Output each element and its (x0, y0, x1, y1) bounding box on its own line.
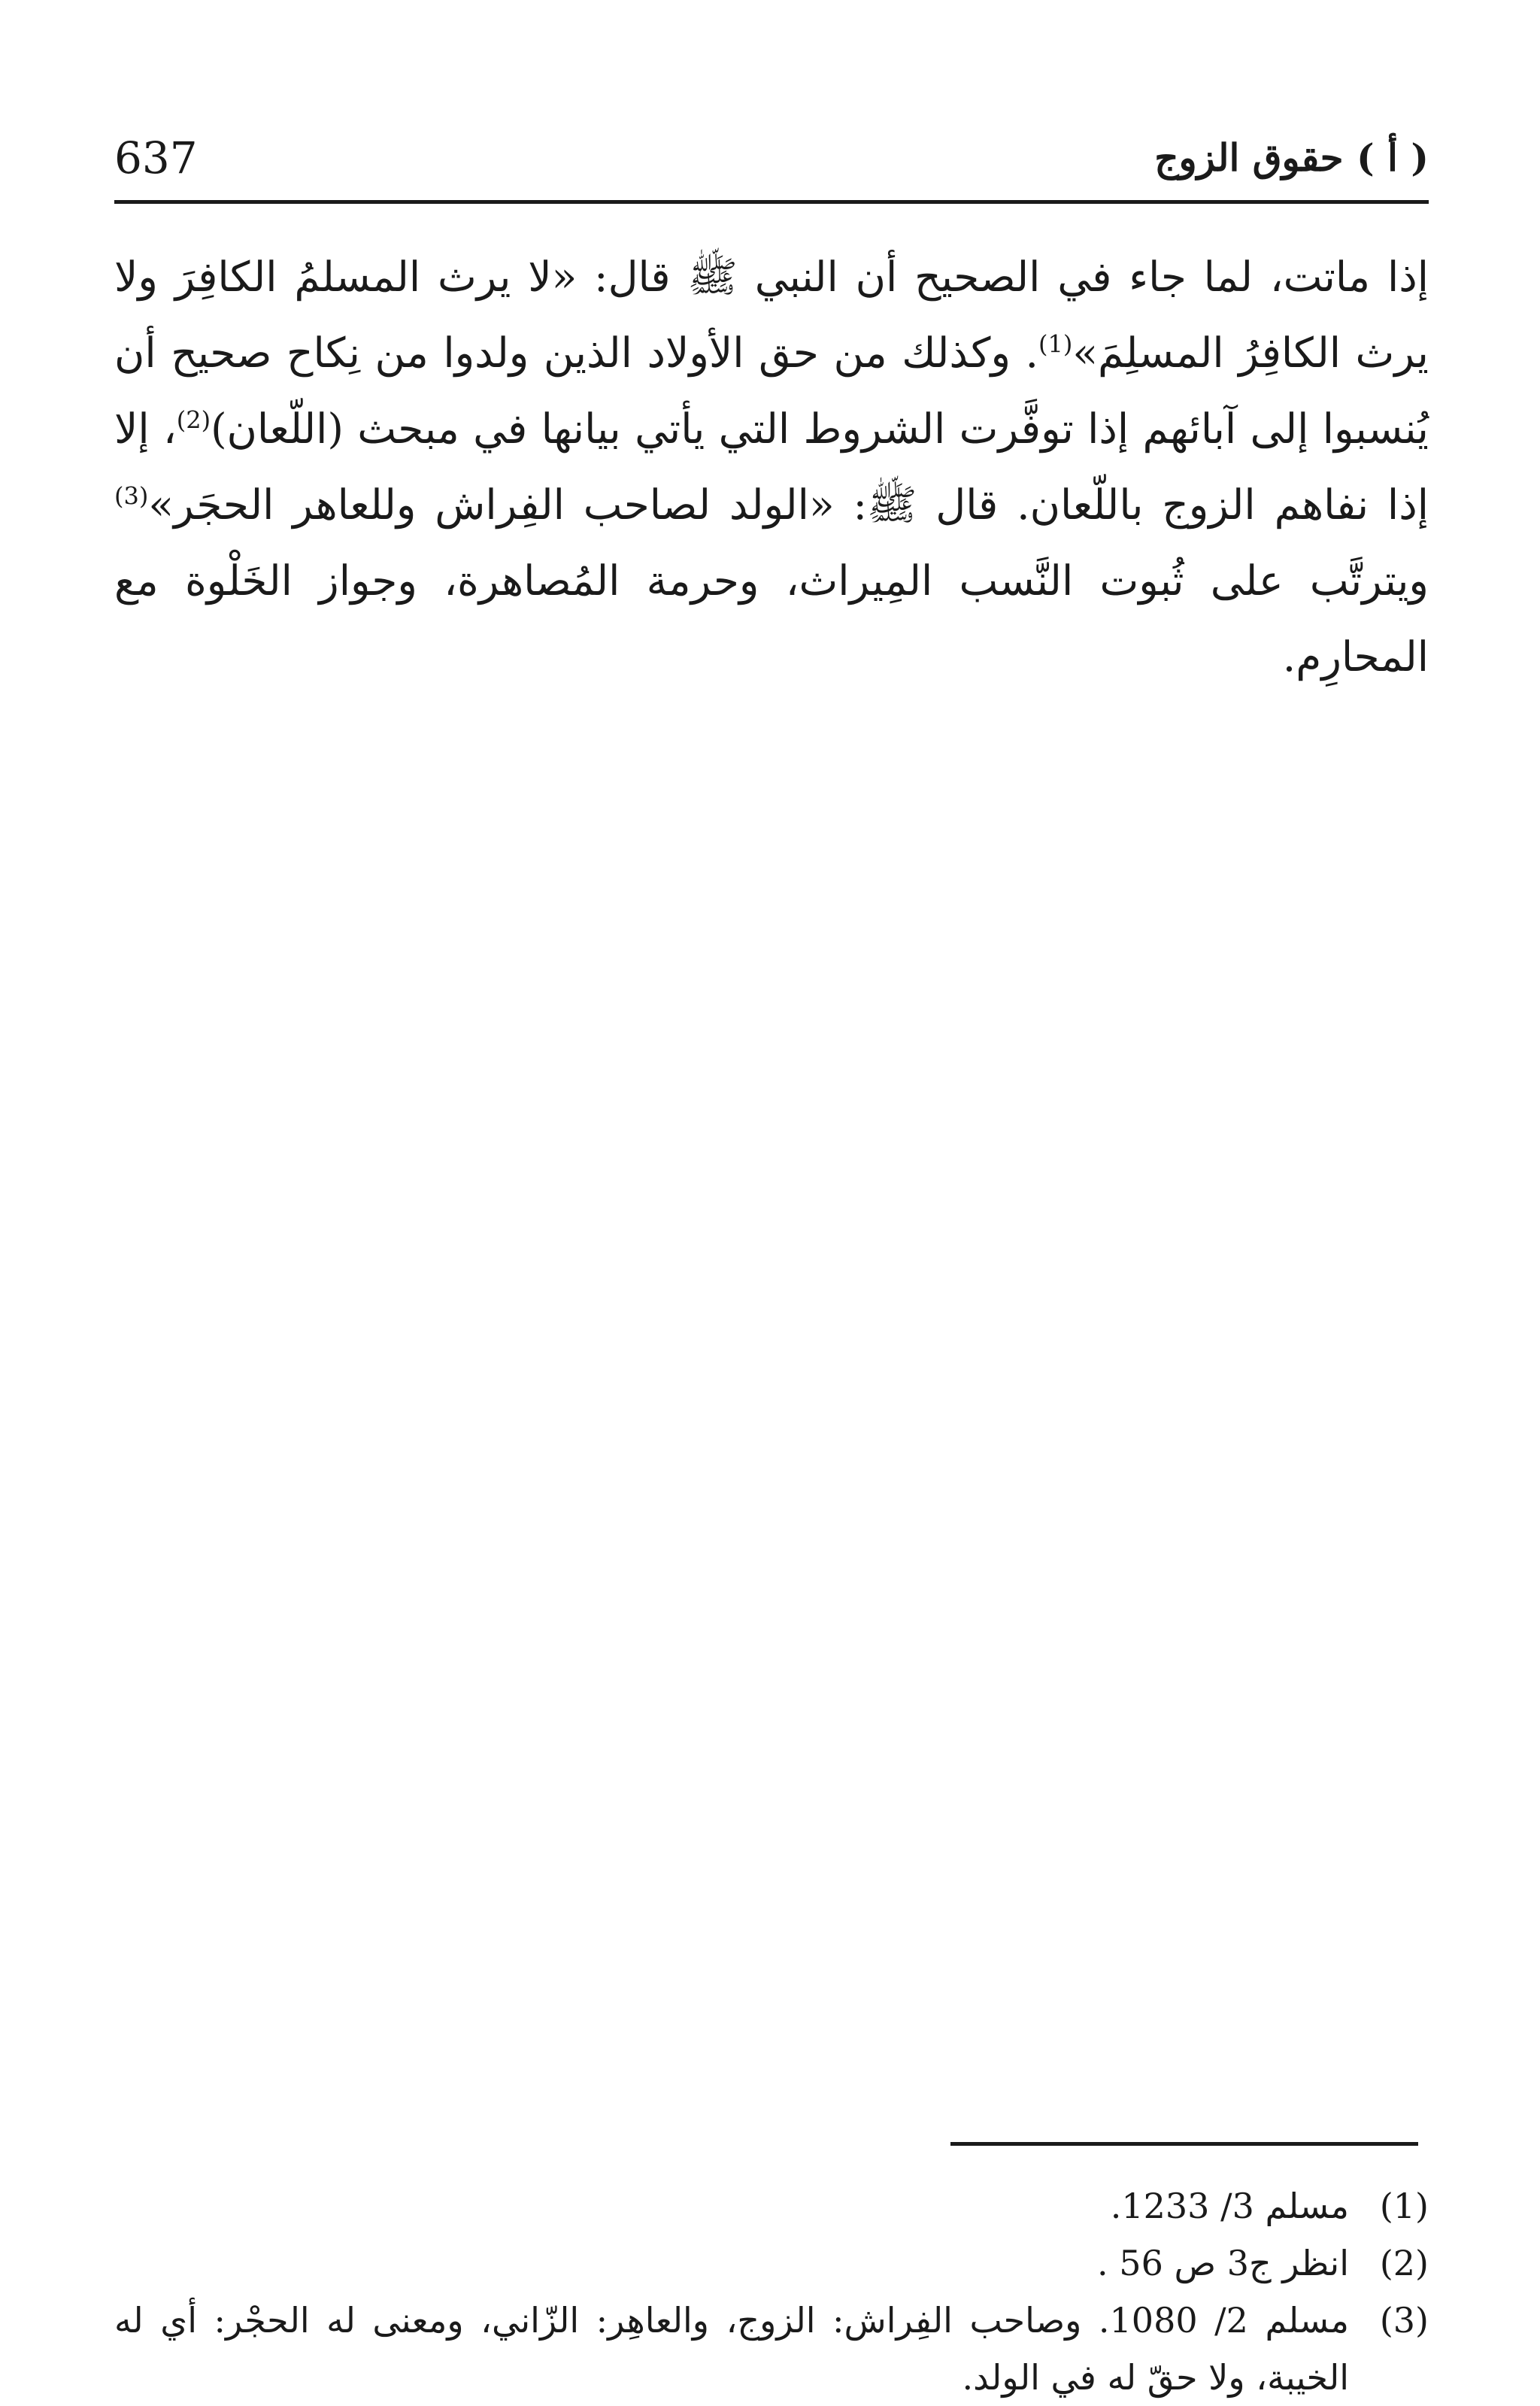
footnote-text: مسلم 3/ 1233. (1110, 2186, 1349, 2226)
header-rule (114, 200, 1429, 204)
body-text-segment: إذا ماتت، لما جاء في الصحيح أن النبي ﷺ قال: «لا يرث المسلمُ الكافِرَ ولا يرث الكافِرُ المسلِمَ» (114, 253, 1429, 377)
footnote-ref-3: (3) (114, 481, 149, 511)
footnote-item (114, 2177, 1429, 2235)
footnote-item (114, 2235, 1429, 2292)
body-text-segment: ، إلا إذا نفاهم الزوج باللّعان. قال ﷺ: «الولد لصاحب الفِراش وللعاهر الحجَر» (114, 405, 1429, 529)
footnote-text: انظر ج3 ص 56 . (1097, 2243, 1349, 2283)
footnote-number: (2) (1379, 2243, 1429, 2283)
page-number: 637 (114, 132, 198, 184)
body-paragraph (114, 239, 1429, 695)
running-title: ( أ ) حقوق الزوج (1154, 135, 1429, 180)
footnote-number: (3) (1379, 2300, 1429, 2341)
page-header (114, 120, 1429, 196)
body-text-segment: ويترتَّب على ثُبوت النَّسب المِيراث، وحرمة المُصاهرة، وجواز الخَلْوة مع المحارِم. (114, 557, 1429, 681)
footnote-ref-1: (1) (1038, 329, 1073, 359)
footnote-item (114, 2292, 1429, 2406)
footnotes (114, 2177, 1429, 2406)
footnote-number: (1) (1379, 2186, 1429, 2226)
footnote-separator (950, 2142, 1418, 2146)
footnote-text: مسلم 2/ 1080. وصاحب الفِراش: الزوج، والعاهِر: الزّاني، ومعنى له الحجْر: أي له الخيبة، ولا حقّ له في الولد. (114, 2300, 1349, 2398)
body-text-segment: . وكذلك من حق الأولاد الذين ولدوا من نِكاح صحيح أن يُنسبوا إلى آبائهم إذا توفَّرت الشروط التي يأتي بيانها في مبحث (اللّعان) (114, 329, 1429, 453)
footnote-ref-2: (2) (176, 405, 211, 435)
